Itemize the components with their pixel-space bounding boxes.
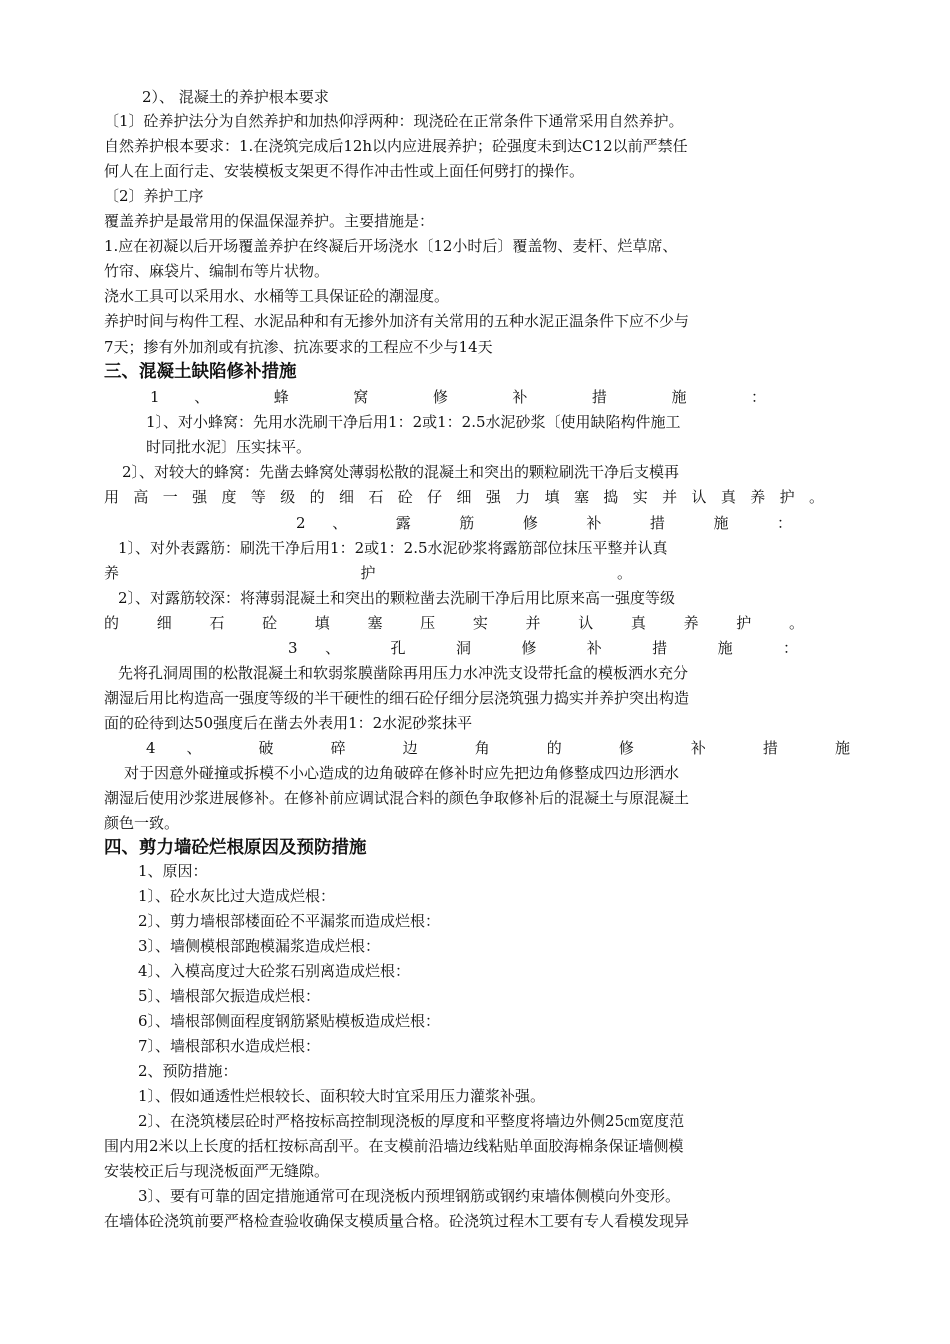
- list-item: 3〕、墙侧模根部跑模漏浆造成烂根：: [138, 937, 381, 955]
- paragraph-line: 〔1〕砼养护法分为自然养护和加热仰浮两种：现浇砼在正常条件下通常采用自然养护。: [104, 112, 684, 130]
- paragraph-line: 时同批水泥〕压实抹平。: [146, 438, 312, 456]
- list-item: 3〕、要有可靠的固定措施通常可在现浇板内预埋钢筋或钢约束墙体侧模向外变形。: [138, 1187, 681, 1205]
- paragraph-line: 养护时间与构件工程、水泥品种和有无掺外加济有关常用的五种水泥正温条件下应不少与: [104, 312, 690, 330]
- paragraph-line: 对于因意外碰撞或拆模不小心造成的边角破碎在修补时应先把边角修整成四边形洒水: [124, 764, 680, 782]
- paragraph-line: 1〕、对小蜂窝：先用水洗刷干净后用1：2或1：2.5水泥砂浆〔使用缺陷构件施工: [146, 413, 681, 431]
- paragraph-line: 竹帘、麻袋片、编制布等片状物。: [104, 262, 330, 280]
- paragraph-line: 自然养护根本要求：1.在浇筑完成后12h以内应进展养护；砼强度未到达C12以前严禁任: [104, 137, 688, 155]
- list-item: 1〕、砼水灰比过大造成烂根：: [138, 887, 336, 905]
- list-heading: 2、预防措施：: [138, 1062, 238, 1080]
- subheading-honeycomb: 1 、 蜂 窝 修 补 措 施 ：: [150, 388, 766, 406]
- section-heading-3: 三、混凝土缺陷修补措施: [104, 362, 297, 382]
- paragraph-line: 1.应在初凝以后开场覆盖养护在终凝后开场浇水〔12小时后〕覆盖物、麦杆、烂草席、: [104, 237, 678, 255]
- paragraph-line: 在墙体砼浇筑前要严格检查验收确保支模质量合格。砼浇筑过程木工要有专人看模发现异: [104, 1212, 690, 1230]
- list-item: 1〕、假如通透性烂根较长、面积较大时宜采用压力灌浆补强。: [138, 1087, 546, 1105]
- subheading-exposed-rebar: 2 、 露 筋 修 补 措 施 ：: [296, 514, 792, 532]
- paragraph-line: 7天；掺有外加剂或有抗渗、抗冻要求的工程应不少与14天: [104, 338, 493, 356]
- paragraph-line: 潮湿后使用沙浆进展修补。在修补前应调试混合料的颜色争取修补后的混凝土与原混凝土: [104, 789, 690, 807]
- list-item: 2〕、在浇筑楼层砼时严格按标高控制现浇板的厚度和平整度将墙边外侧25㎝宽度范: [138, 1112, 685, 1130]
- section-heading-4: 四、剪力墙砼烂根原因及预防措施: [104, 838, 367, 858]
- paragraph-line: 潮湿后用比构造高一强度等级的半干硬性的细石砼仔细分层浇筑强力捣实并养护突出构造: [104, 689, 690, 707]
- paragraph-line: 围内用2米以上长度的括杠按标高刮平。在支模前沿墙边线粘贴单面胶海棉条保证墙侧模: [104, 1137, 684, 1155]
- paragraph-line: 用 高 一 强 度 等 级 的 细 石 砼 仔 细 强 力 填 塞 捣 实 并 认 真 养 护 。: [104, 488, 824, 506]
- paragraph-line: 〔2〕养护工序: [104, 187, 204, 205]
- paragraph-line: 2〕、对较大的蜂窝：先凿去蜂窝处薄弱松散的混凝土和突出的颗粒刷洗干净后支模再: [122, 463, 680, 481]
- paragraph-line: 覆盖养护是最常用的保温保湿养护。主要措施是：: [104, 212, 435, 230]
- paragraph-line: 2〕、对露筋较深：将薄弱混凝土和突出的颗粒凿去洗刷干净后用比原来高一强度等级: [118, 589, 676, 607]
- paragraph-line: 养 护 。: [104, 564, 632, 582]
- paragraph-line: 何人在上面行走、安装模板支架更不得作冲击性或上面任何劈打的操作。: [104, 162, 585, 180]
- paragraph-line: 安装校正后与现浇板面严无缝隙。: [104, 1162, 330, 1180]
- section-subtitle-curing: 2）、 混凝土的养护根本要求: [142, 88, 329, 106]
- paragraph-line: 浇水工具可以采用水、水桶等工具保证砼的潮湿度。: [104, 287, 450, 305]
- subheading-broken-corners: 4 、 破 碎 边 角 的 修 补 措 施: [146, 739, 850, 757]
- list-item: 4〕、入模高度过大砼浆石别离造成烂根：: [138, 962, 411, 980]
- list-item: 2〕、剪力墙根部楼面砼不平漏浆而造成烂根：: [138, 912, 441, 930]
- paragraph-line: 的 细 石 砼 填 塞 压 实 并 认 真 养 护 。: [104, 614, 804, 632]
- list-item: 7〕、墙根部积水造成烂根：: [138, 1037, 321, 1055]
- paragraph-line: 颜色一致。: [104, 814, 180, 832]
- list-heading: 1、原因：: [138, 862, 208, 880]
- list-item: 5〕、墙根部欠振造成烂根：: [138, 987, 321, 1005]
- paragraph-line: 1〕、对外表露筋：刷洗干净后用1：2或1：2.5水泥砂浆将露筋部位抹压平整并认真: [118, 539, 668, 557]
- paragraph-line: 先将孔洞周围的松散混凝土和软弱浆膜凿除再用压力水冲洗支设带托盒的模板洒水充分: [118, 664, 689, 682]
- subheading-holes: 3 、 孔 洞 修 补 措 施 ：: [288, 639, 798, 657]
- paragraph-line: 面的砼待到达50强度后在凿去外表用1：2水泥砂浆抹平: [104, 714, 473, 732]
- list-item: 6〕、墙根部侧面程度钢筋紧贴模板造成烂根：: [138, 1012, 441, 1030]
